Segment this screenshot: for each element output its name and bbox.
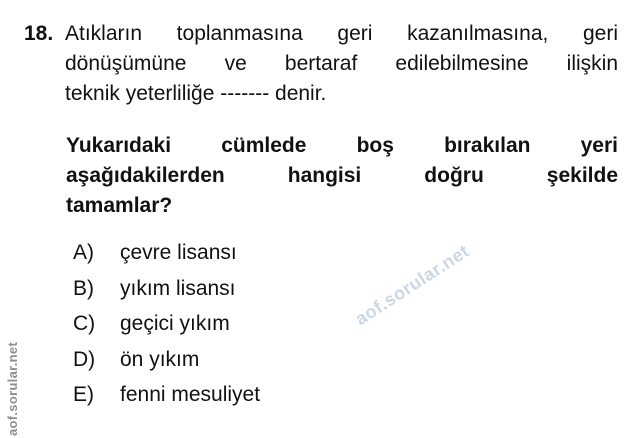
- option-d: [73, 347, 260, 383]
- question-stem-line: Yukarıdaki cümlede boş bırakılan yeri: [66, 134, 618, 157]
- option-b-letter: B): [73, 276, 94, 300]
- question-body: [65, 19, 618, 109]
- question-body-line: Atıkların toplanmasına geri kazanılmasına, geri: [65, 22, 618, 45]
- question-stem-line: aşağıdakilerden hangisi doğru şekilde: [66, 164, 618, 187]
- option-a: [73, 240, 260, 276]
- option-a-text: çevre lisansı: [120, 241, 237, 264]
- option-d-letter: D): [73, 347, 96, 371]
- watermark-vertical: aof.sorular.net: [5, 341, 20, 436]
- option-c-letter: C): [73, 312, 96, 335]
- option-c: [73, 311, 260, 347]
- question-stem: [66, 131, 618, 221]
- watermark-diagonal: aof.sorular.net: [351, 240, 473, 330]
- question-number: 18.: [24, 22, 54, 45]
- option-b: [73, 276, 260, 312]
- option-a-letter: A): [73, 241, 94, 264]
- option-b-text: yıkım lisansı: [120, 276, 236, 300]
- options-list: [73, 240, 260, 418]
- option-e: [73, 382, 260, 418]
- question-body-line: dönüşümüne ve bertaraf edilebilmesine ilişkin: [65, 52, 618, 75]
- option-e-text: fenni mesuliyet: [120, 383, 261, 406]
- option-c-text: geçici yıkım: [120, 312, 230, 335]
- question-stem-line: tamamlar?: [66, 194, 173, 217]
- question-body-line: teknik yeterliliğe ------- denir.: [65, 82, 327, 105]
- option-e-letter: E): [73, 383, 94, 406]
- option-d-text: ön yıkım: [120, 347, 200, 371]
